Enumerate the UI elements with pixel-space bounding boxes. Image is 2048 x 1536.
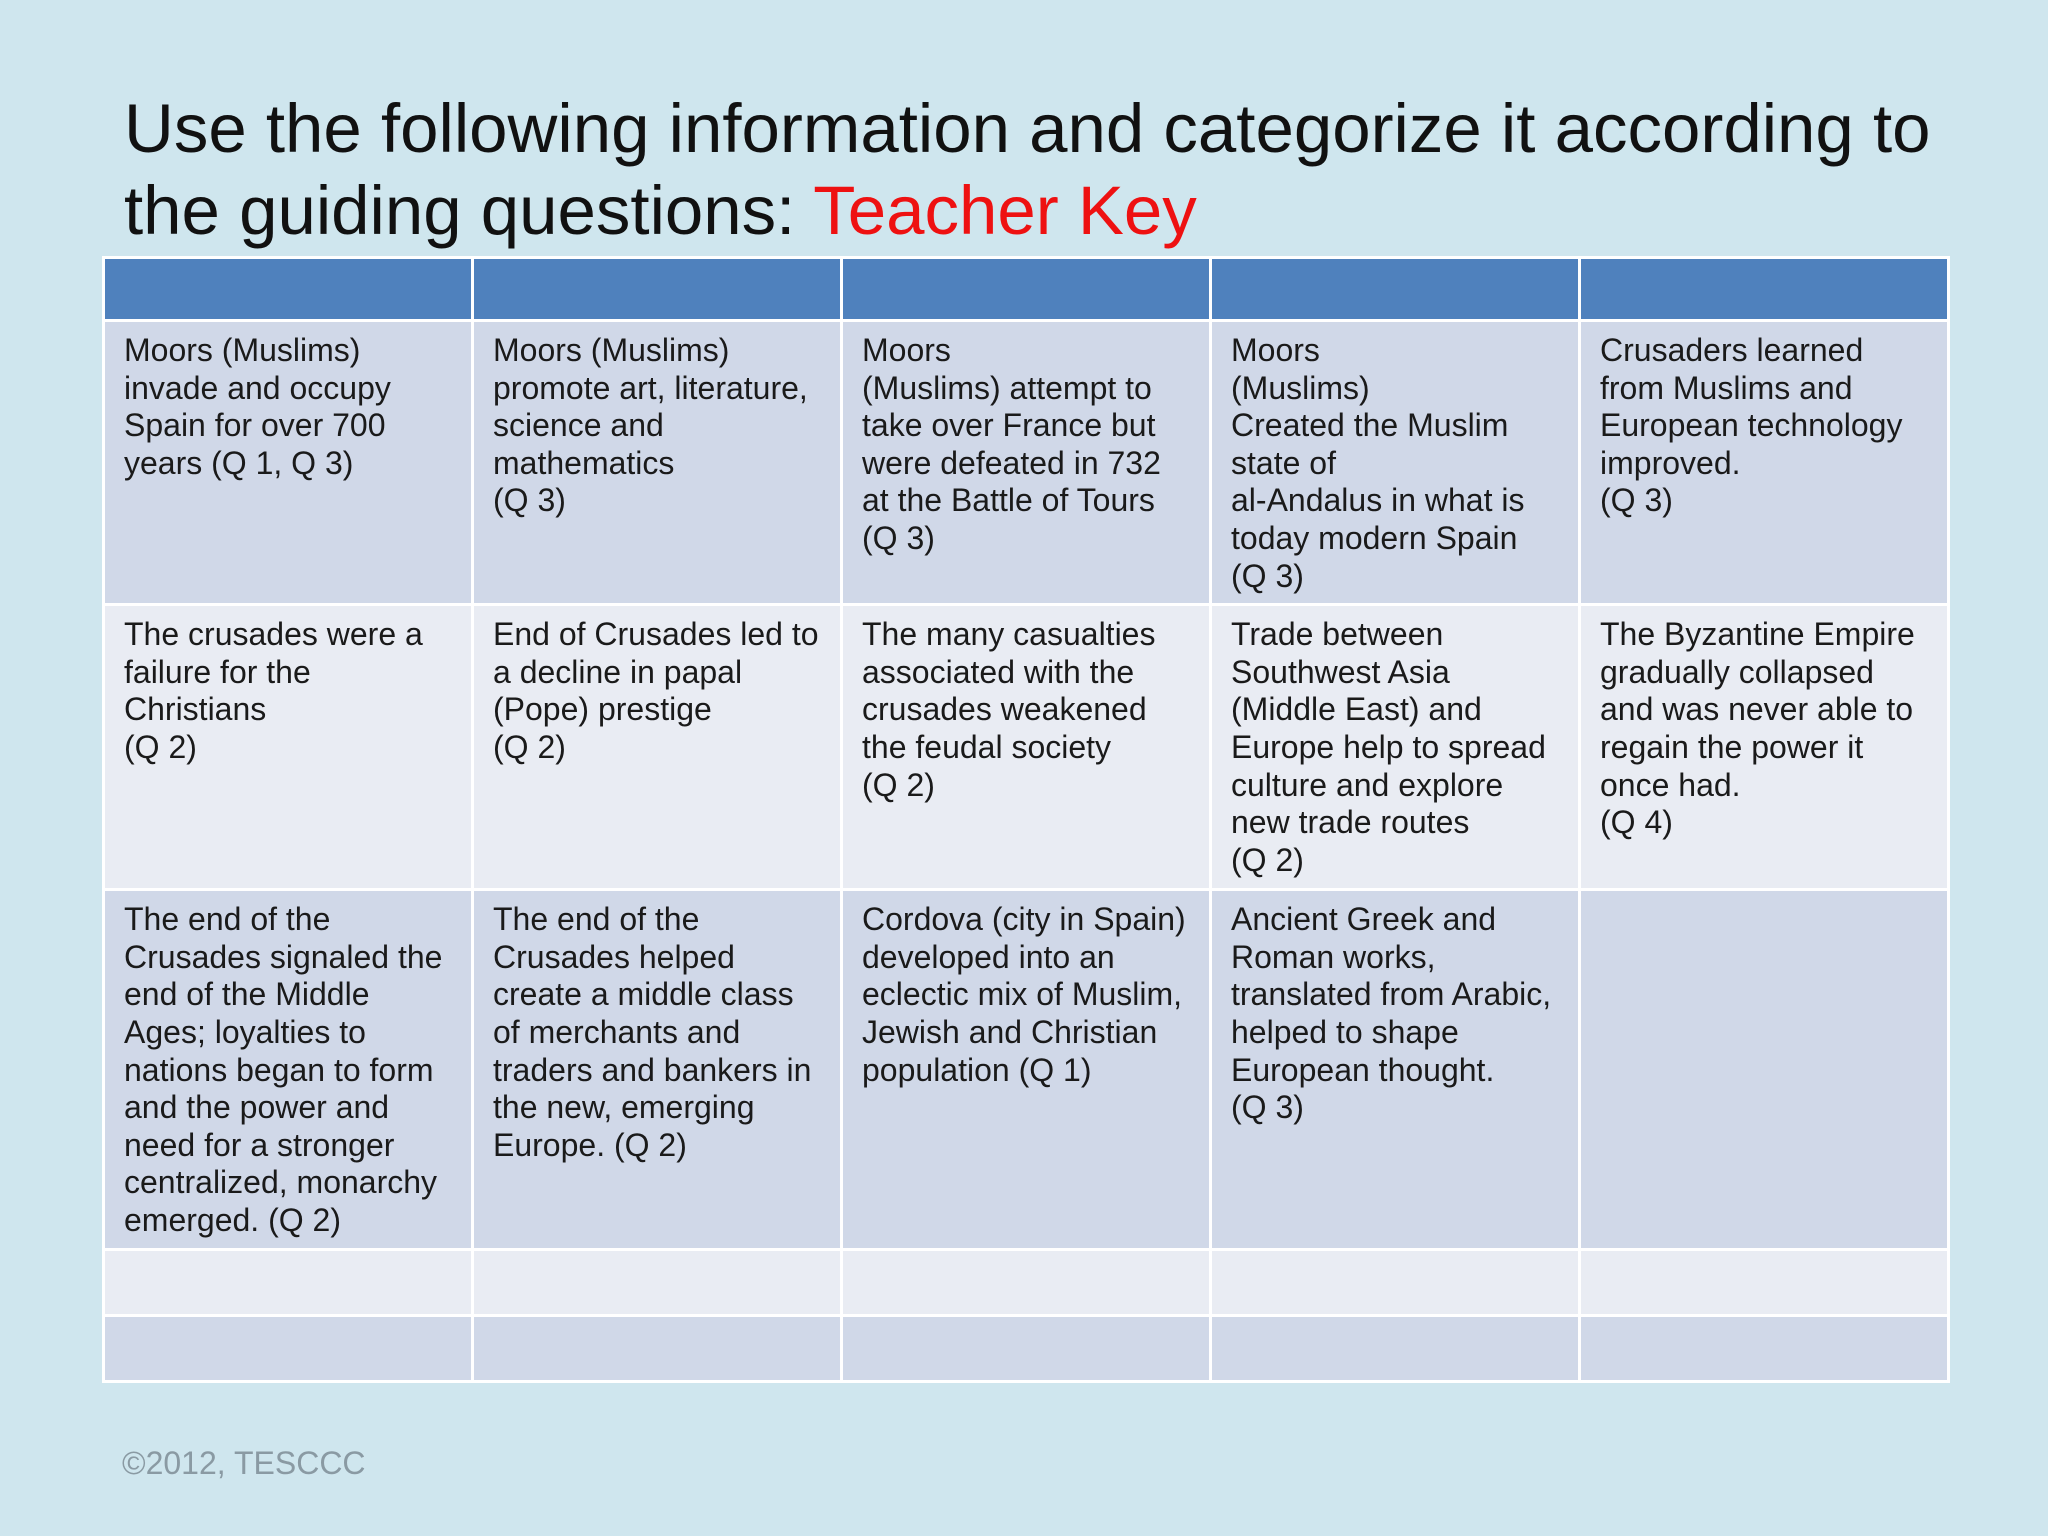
table-cell: End of Crusades led to a decline in papal (Pope) prestige (Q 2) (473, 605, 842, 890)
table-cell-empty (1211, 1315, 1580, 1381)
header-cell (842, 258, 1211, 321)
table-cell: Moors (Muslims) invade and occupy Spain for over 700 years (Q 1, Q 3) (104, 321, 473, 605)
table-row (104, 890, 1949, 1249)
table-row (104, 321, 1949, 605)
table-cell: Moors (Muslims) Created the Muslim state of al-Andalus in what is today modern Spain (Q 3) (1211, 321, 1580, 605)
header-cell (104, 258, 473, 321)
table-cell: The Byzantine Empire gradually collapsed and was never able to regain the power it once had. (Q 4) (1580, 605, 1949, 890)
header-cell (1211, 258, 1580, 321)
table-cell: The end of the Crusades helped create a middle class of merchants and traders and bankers in the new, emerging Europe. (Q 2) (473, 890, 842, 1249)
table-cell: Cordova (city in Spain) developed into an eclectic mix of Muslim, Jewish and Christian population (Q 1) (842, 890, 1211, 1249)
header-cell (473, 258, 842, 321)
table-cell: Trade between Southwest Asia (Middle East) and Europe help to spread culture and explore new trade routes (Q 2) (1211, 605, 1580, 890)
teacher-key-label: Teacher Key (813, 172, 1197, 249)
table-row-empty (104, 1315, 1949, 1381)
table-cell: Crusaders learned from Muslims and European technology improved. (Q 3) (1580, 321, 1949, 605)
table-cell: Moors (Muslims) attempt to take over France but were defeated in 732 at the Battle of Tours (Q 3) (842, 321, 1211, 605)
table-cell: The many casualties associated with the crusades weakened the feudal society (Q 2) (842, 605, 1211, 890)
table-cell-empty (1580, 1249, 1949, 1315)
title-text: Use the following information and categorize it according to the guiding questions: (124, 90, 1931, 249)
table-cell-empty (842, 1315, 1211, 1381)
table-cell-empty (104, 1315, 473, 1381)
table-cell-empty (1580, 890, 1949, 1249)
copyright-footer: ©2012, TESCCC (122, 1445, 366, 1481)
table-cell: Ancient Greek and Roman works, translated from Arabic, helped to shape European thought. (Q 3) (1211, 890, 1580, 1249)
table-cell: Moors (Muslims) promote art, literature, science and mathematics (Q 3) (473, 321, 842, 605)
table-cell-empty (842, 1249, 1211, 1315)
table-row (104, 605, 1949, 890)
table-header-row (104, 258, 1949, 321)
table-cell: The crusades were a failure for the Christians (Q 2) (104, 605, 473, 890)
table-cell: The end of the Crusades signaled the end of the Middle Ages; loyalties to nations began to form and the power and need for a stronger centralized, monarchy emerged. (Q 2) (104, 890, 473, 1249)
table-cell-empty (473, 1249, 842, 1315)
slide-title (124, 88, 1984, 252)
table-row-empty (104, 1249, 1949, 1315)
header-cell (1580, 258, 1949, 321)
categorize-table (102, 256, 1950, 1383)
table-cell-empty (473, 1315, 842, 1381)
table-cell-empty (104, 1249, 473, 1315)
table-cell-empty (1580, 1315, 1949, 1381)
table-cell-empty (1211, 1249, 1580, 1315)
